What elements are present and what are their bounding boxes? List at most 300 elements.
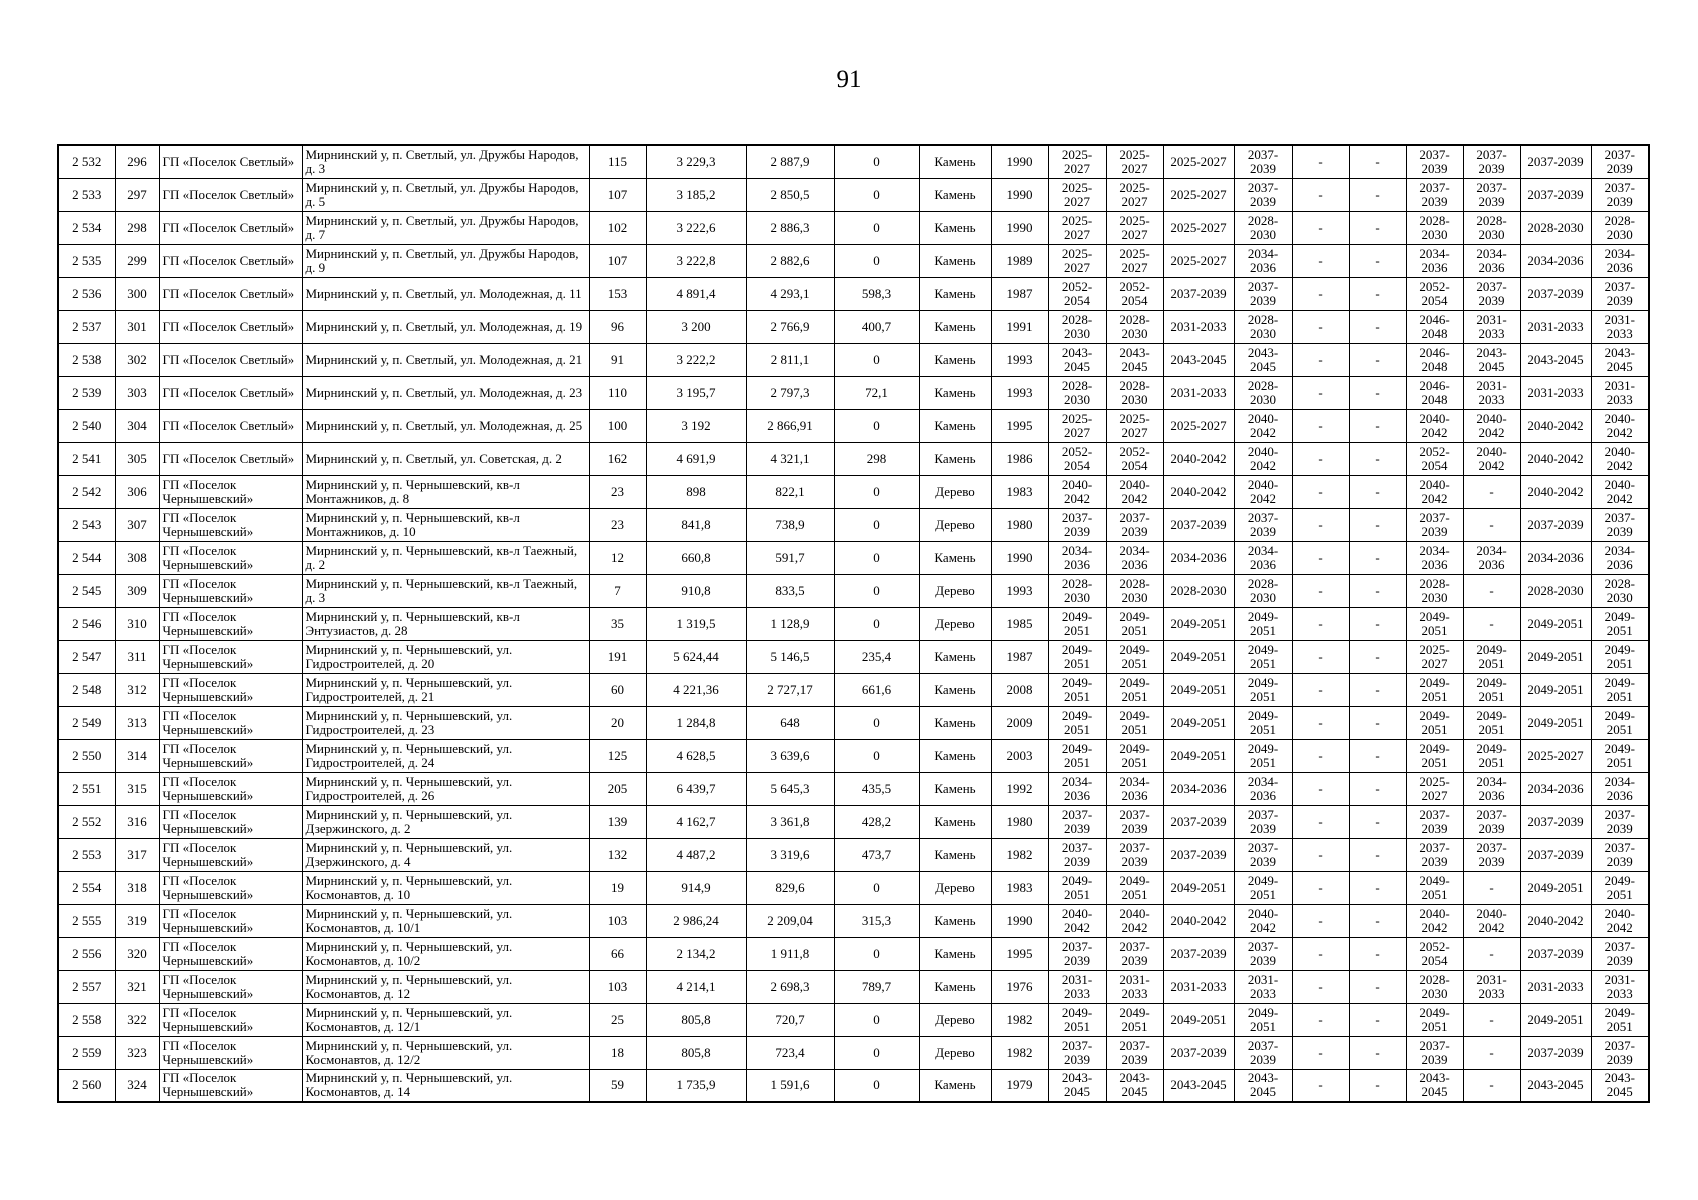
row-number-cell: 2 534 xyxy=(58,211,115,244)
year-cell: 1983 xyxy=(991,871,1048,904)
table-row xyxy=(58,772,1649,805)
period-cell-7: 2037-2039 xyxy=(1520,508,1591,541)
period-cell-7: 2049-2051 xyxy=(1520,673,1591,706)
period-cell-8: 2040-2042 xyxy=(1591,904,1649,937)
address-cell: Мирнинский у, п. Чернышевский, кв-л Монтажников, д. 10 xyxy=(302,508,589,541)
count-cell: 12 xyxy=(589,541,646,574)
period-cell-6: 2037-2039 xyxy=(1463,178,1520,211)
count-cell: 60 xyxy=(589,673,646,706)
nonliving-area-cell: 435,5 xyxy=(834,772,919,805)
nonliving-area-cell: 0 xyxy=(834,244,919,277)
material-cell: Дерево xyxy=(919,1036,991,1069)
row-number-cell: 2 548 xyxy=(58,673,115,706)
dash-cell-2: - xyxy=(1349,277,1406,310)
material-cell: Дерево xyxy=(919,574,991,607)
municipality-cell: ГП «Поселок Чернышевский» xyxy=(159,541,302,574)
dash-cell-2: - xyxy=(1349,706,1406,739)
row-number-cell: 2 543 xyxy=(58,508,115,541)
dash-cell-1: - xyxy=(1292,541,1349,574)
period-cell-1: 2052-2054 xyxy=(1048,442,1106,475)
page-number: 91 xyxy=(836,66,862,93)
period-cell-8: 2037-2039 xyxy=(1591,838,1649,871)
dash-cell-2: - xyxy=(1349,310,1406,343)
dash-cell-1: - xyxy=(1292,673,1349,706)
count-cell: 125 xyxy=(589,739,646,772)
total-area-cell: 3 185,2 xyxy=(646,178,746,211)
table-row xyxy=(58,871,1649,904)
period-cell-6: 2043-2045 xyxy=(1463,343,1520,376)
period-cell-4: 2037-2039 xyxy=(1234,145,1292,178)
nonliving-area-cell: 0 xyxy=(834,1069,919,1102)
period-cell-6: 2037-2039 xyxy=(1463,805,1520,838)
period-cell-3: 2037-2039 xyxy=(1163,508,1234,541)
year-cell: 1993 xyxy=(991,376,1048,409)
row-number-cell: 2 535 xyxy=(58,244,115,277)
municipality-cell: ГП «Поселок Светлый» xyxy=(159,277,302,310)
index-cell: 296 xyxy=(115,145,159,178)
total-area-cell: 4 628,5 xyxy=(646,739,746,772)
nonliving-area-cell: 0 xyxy=(834,1003,919,1036)
row-number-cell: 2 551 xyxy=(58,772,115,805)
row-number-cell: 2 553 xyxy=(58,838,115,871)
address-cell: Мирнинский у, п. Светлый, ул. Дружбы Народов, д. 5 xyxy=(302,178,589,211)
material-cell: Камень xyxy=(919,772,991,805)
period-cell-2: 2049-2051 xyxy=(1106,673,1163,706)
row-number-cell: 2 560 xyxy=(58,1069,115,1102)
total-area-cell: 2 134,2 xyxy=(646,937,746,970)
material-cell: Камень xyxy=(919,343,991,376)
period-cell-3: 2049-2051 xyxy=(1163,1003,1234,1036)
material-cell: Камень xyxy=(919,442,991,475)
table-row xyxy=(58,904,1649,937)
period-cell-6: 2049-2051 xyxy=(1463,706,1520,739)
total-area-cell: 4 221,36 xyxy=(646,673,746,706)
address-cell: Мирнинский у, п. Чернышевский, ул. Гидростроителей, д. 20 xyxy=(302,640,589,673)
period-cell-3: 2040-2042 xyxy=(1163,475,1234,508)
period-cell-1: 2037-2039 xyxy=(1048,805,1106,838)
period-cell-2: 2025-2027 xyxy=(1106,145,1163,178)
address-cell: Мирнинский у, п. Чернышевский, кв-л Таежный, д. 2 xyxy=(302,541,589,574)
year-cell: 1993 xyxy=(991,343,1048,376)
municipality-cell: ГП «Поселок Светлый» xyxy=(159,211,302,244)
material-cell: Камень xyxy=(919,541,991,574)
period-cell-6: 2037-2039 xyxy=(1463,277,1520,310)
row-number-cell: 2 540 xyxy=(58,409,115,442)
year-cell: 1980 xyxy=(991,805,1048,838)
index-cell: 324 xyxy=(115,1069,159,1102)
period-cell-6: - xyxy=(1463,937,1520,970)
year-cell: 1980 xyxy=(991,508,1048,541)
count-cell: 139 xyxy=(589,805,646,838)
period-cell-2: 2040-2042 xyxy=(1106,475,1163,508)
index-cell: 322 xyxy=(115,1003,159,1036)
dash-cell-2: - xyxy=(1349,376,1406,409)
dash-cell-1: - xyxy=(1292,310,1349,343)
year-cell: 1993 xyxy=(991,574,1048,607)
year-cell: 1982 xyxy=(991,1003,1048,1036)
period-cell-6: 2028-2030 xyxy=(1463,211,1520,244)
row-number-cell: 2 541 xyxy=(58,442,115,475)
year-cell: 2009 xyxy=(991,706,1048,739)
dash-cell-2: - xyxy=(1349,1036,1406,1069)
period-cell-6: 2040-2042 xyxy=(1463,409,1520,442)
period-cell-3: 2043-2045 xyxy=(1163,1069,1234,1102)
period-cell-4: 2040-2042 xyxy=(1234,475,1292,508)
period-cell-6: 2037-2039 xyxy=(1463,145,1520,178)
period-cell-3: 2037-2039 xyxy=(1163,805,1234,838)
year-cell: 1990 xyxy=(991,541,1048,574)
year-cell: 1982 xyxy=(991,1036,1048,1069)
period-cell-3: 2031-2033 xyxy=(1163,310,1234,343)
period-cell-3: 2040-2042 xyxy=(1163,442,1234,475)
index-cell: 300 xyxy=(115,277,159,310)
index-cell: 313 xyxy=(115,706,159,739)
municipality-cell: ГП «Поселок Светлый» xyxy=(159,310,302,343)
total-area-cell: 660,8 xyxy=(646,541,746,574)
period-cell-6: - xyxy=(1463,574,1520,607)
nonliving-area-cell: 428,2 xyxy=(834,805,919,838)
address-cell: Мирнинский у, п. Чернышевский, ул. Космонавтов, д. 10 xyxy=(302,871,589,904)
period-cell-1: 2025-2027 xyxy=(1048,211,1106,244)
material-cell: Камень xyxy=(919,706,991,739)
living-area-cell: 2 698,3 xyxy=(746,970,834,1003)
period-cell-4: 2049-2051 xyxy=(1234,640,1292,673)
nonliving-area-cell: 0 xyxy=(834,937,919,970)
material-cell: Камень xyxy=(919,904,991,937)
table-row xyxy=(58,343,1649,376)
period-cell-7: 2040-2042 xyxy=(1520,475,1591,508)
nonliving-area-cell: 400,7 xyxy=(834,310,919,343)
living-area-cell: 591,7 xyxy=(746,541,834,574)
address-cell: Мирнинский у, п. Чернышевский, кв-л Энтузиастов, д. 28 xyxy=(302,607,589,640)
dash-cell-1: - xyxy=(1292,1069,1349,1102)
material-cell: Камень xyxy=(919,178,991,211)
period-cell-4: 2049-2051 xyxy=(1234,673,1292,706)
dash-cell-2: - xyxy=(1349,970,1406,1003)
period-cell-4: 2034-2036 xyxy=(1234,541,1292,574)
period-cell-3: 2037-2039 xyxy=(1163,838,1234,871)
period-cell-5: 2025-2027 xyxy=(1406,772,1463,805)
material-cell: Камень xyxy=(919,277,991,310)
table-row xyxy=(58,838,1649,871)
period-cell-3: 2025-2027 xyxy=(1163,145,1234,178)
living-area-cell: 2 727,17 xyxy=(746,673,834,706)
period-cell-3: 2043-2045 xyxy=(1163,343,1234,376)
row-number-cell: 2 547 xyxy=(58,640,115,673)
count-cell: 25 xyxy=(589,1003,646,1036)
row-number-cell: 2 546 xyxy=(58,607,115,640)
period-cell-3: 2034-2036 xyxy=(1163,772,1234,805)
period-cell-8: 2028-2030 xyxy=(1591,574,1649,607)
row-number-cell: 2 539 xyxy=(58,376,115,409)
row-number-cell: 2 552 xyxy=(58,805,115,838)
municipality-cell: ГП «Поселок Чернышевский» xyxy=(159,673,302,706)
period-cell-5: 2040-2042 xyxy=(1406,904,1463,937)
period-cell-7: 2031-2033 xyxy=(1520,376,1591,409)
period-cell-5: 2046-2048 xyxy=(1406,343,1463,376)
index-cell: 316 xyxy=(115,805,159,838)
period-cell-1: 2037-2039 xyxy=(1048,1036,1106,1069)
year-cell: 1990 xyxy=(991,145,1048,178)
year-cell: 1992 xyxy=(991,772,1048,805)
period-cell-6: 2037-2039 xyxy=(1463,838,1520,871)
period-cell-1: 2040-2042 xyxy=(1048,904,1106,937)
index-cell: 297 xyxy=(115,178,159,211)
period-cell-7: 2049-2051 xyxy=(1520,1003,1591,1036)
period-cell-4: 2049-2051 xyxy=(1234,871,1292,904)
nonliving-area-cell: 0 xyxy=(834,475,919,508)
period-cell-4: 2040-2042 xyxy=(1234,442,1292,475)
period-cell-2: 2028-2030 xyxy=(1106,574,1163,607)
living-area-cell: 723,4 xyxy=(746,1036,834,1069)
period-cell-6: 2049-2051 xyxy=(1463,673,1520,706)
dash-cell-2: - xyxy=(1349,805,1406,838)
total-area-cell: 1 735,9 xyxy=(646,1069,746,1102)
material-cell: Камень xyxy=(919,937,991,970)
period-cell-7: 2037-2039 xyxy=(1520,805,1591,838)
living-area-cell: 1 128,9 xyxy=(746,607,834,640)
period-cell-7: 2040-2042 xyxy=(1520,409,1591,442)
period-cell-5: 2034-2036 xyxy=(1406,541,1463,574)
period-cell-3: 2031-2033 xyxy=(1163,970,1234,1003)
period-cell-1: 2025-2027 xyxy=(1048,178,1106,211)
row-number-cell: 2 544 xyxy=(58,541,115,574)
nonliving-area-cell: 72,1 xyxy=(834,376,919,409)
living-area-cell: 3 639,6 xyxy=(746,739,834,772)
period-cell-8: 2034-2036 xyxy=(1591,772,1649,805)
index-cell: 298 xyxy=(115,211,159,244)
total-area-cell: 5 624,44 xyxy=(646,640,746,673)
period-cell-2: 2037-2039 xyxy=(1106,937,1163,970)
total-area-cell: 3 195,7 xyxy=(646,376,746,409)
period-cell-6: 2049-2051 xyxy=(1463,640,1520,673)
address-cell: Мирнинский у, п. Чернышевский, ул. Космонавтов, д. 12/2 xyxy=(302,1036,589,1069)
row-number-cell: 2 542 xyxy=(58,475,115,508)
table-row xyxy=(58,442,1649,475)
housing-table xyxy=(57,144,1650,1103)
material-cell: Камень xyxy=(919,838,991,871)
index-cell: 319 xyxy=(115,904,159,937)
municipality-cell: ГП «Поселок Светлый» xyxy=(159,244,302,277)
nonliving-area-cell: 0 xyxy=(834,607,919,640)
dash-cell-2: - xyxy=(1349,838,1406,871)
living-area-cell: 648 xyxy=(746,706,834,739)
index-cell: 304 xyxy=(115,409,159,442)
period-cell-1: 2043-2045 xyxy=(1048,343,1106,376)
count-cell: 103 xyxy=(589,970,646,1003)
period-cell-6: - xyxy=(1463,1069,1520,1102)
index-cell: 303 xyxy=(115,376,159,409)
period-cell-7: 2037-2039 xyxy=(1520,277,1591,310)
dash-cell-1: - xyxy=(1292,739,1349,772)
index-cell: 307 xyxy=(115,508,159,541)
material-cell: Камень xyxy=(919,640,991,673)
total-area-cell: 3 222,6 xyxy=(646,211,746,244)
period-cell-2: 2037-2039 xyxy=(1106,805,1163,838)
count-cell: 107 xyxy=(589,178,646,211)
period-cell-5: 2028-2030 xyxy=(1406,211,1463,244)
material-cell: Камень xyxy=(919,673,991,706)
material-cell: Дерево xyxy=(919,871,991,904)
living-area-cell: 2 866,91 xyxy=(746,409,834,442)
period-cell-3: 2049-2051 xyxy=(1163,706,1234,739)
address-cell: Мирнинский у, п. Чернышевский, ул. Космонавтов, д. 12 xyxy=(302,970,589,1003)
period-cell-7: 2037-2039 xyxy=(1520,838,1591,871)
row-number-cell: 2 533 xyxy=(58,178,115,211)
table-row xyxy=(58,277,1649,310)
dash-cell-2: - xyxy=(1349,871,1406,904)
nonliving-area-cell: 0 xyxy=(834,871,919,904)
period-cell-8: 2049-2051 xyxy=(1591,1003,1649,1036)
living-area-cell: 2 209,04 xyxy=(746,904,834,937)
count-cell: 23 xyxy=(589,508,646,541)
period-cell-8: 2037-2039 xyxy=(1591,937,1649,970)
period-cell-4: 2040-2042 xyxy=(1234,904,1292,937)
period-cell-1: 2049-2051 xyxy=(1048,673,1106,706)
dash-cell-2: - xyxy=(1349,409,1406,442)
municipality-cell: ГП «Поселок Чернышевский» xyxy=(159,1003,302,1036)
period-cell-5: 2040-2042 xyxy=(1406,475,1463,508)
period-cell-2: 2049-2051 xyxy=(1106,640,1163,673)
dash-cell-2: - xyxy=(1349,640,1406,673)
period-cell-7: 2049-2051 xyxy=(1520,871,1591,904)
period-cell-4: 2037-2039 xyxy=(1234,1036,1292,1069)
dash-cell-2: - xyxy=(1349,442,1406,475)
period-cell-5: 2037-2039 xyxy=(1406,145,1463,178)
period-cell-6: 2034-2036 xyxy=(1463,772,1520,805)
table-row xyxy=(58,805,1649,838)
year-cell: 1995 xyxy=(991,937,1048,970)
period-cell-7: 2028-2030 xyxy=(1520,574,1591,607)
count-cell: 110 xyxy=(589,376,646,409)
index-cell: 302 xyxy=(115,343,159,376)
period-cell-4: 2037-2039 xyxy=(1234,838,1292,871)
row-number-cell: 2 555 xyxy=(58,904,115,937)
living-area-cell: 829,6 xyxy=(746,871,834,904)
dash-cell-2: - xyxy=(1349,904,1406,937)
row-number-cell: 2 556 xyxy=(58,937,115,970)
dash-cell-1: - xyxy=(1292,574,1349,607)
living-area-cell: 2 766,9 xyxy=(746,310,834,343)
material-cell: Камень xyxy=(919,244,991,277)
living-area-cell: 1 591,6 xyxy=(746,1069,834,1102)
total-area-cell: 4 891,4 xyxy=(646,277,746,310)
address-cell: Мирнинский у, п. Светлый, ул. Дружбы Народов, д. 7 xyxy=(302,211,589,244)
row-number-cell: 2 559 xyxy=(58,1036,115,1069)
nonliving-area-cell: 235,4 xyxy=(834,640,919,673)
living-area-cell: 5 146,5 xyxy=(746,640,834,673)
address-cell: Мирнинский у, п. Чернышевский, ул. Гидростроителей, д. 23 xyxy=(302,706,589,739)
count-cell: 103 xyxy=(589,904,646,937)
period-cell-8: 2043-2045 xyxy=(1591,1069,1649,1102)
living-area-cell: 3 319,6 xyxy=(746,838,834,871)
year-cell: 1976 xyxy=(991,970,1048,1003)
total-area-cell: 3 200 xyxy=(646,310,746,343)
nonliving-area-cell: 0 xyxy=(834,508,919,541)
living-area-cell: 738,9 xyxy=(746,508,834,541)
count-cell: 20 xyxy=(589,706,646,739)
period-cell-2: 2052-2054 xyxy=(1106,277,1163,310)
dash-cell-1: - xyxy=(1292,805,1349,838)
period-cell-2: 2049-2051 xyxy=(1106,607,1163,640)
total-area-cell: 4 162,7 xyxy=(646,805,746,838)
period-cell-6: 2034-2036 xyxy=(1463,244,1520,277)
municipality-cell: ГП «Поселок Чернышевский» xyxy=(159,1069,302,1102)
material-cell: Камень xyxy=(919,145,991,178)
period-cell-2: 2037-2039 xyxy=(1106,1036,1163,1069)
period-cell-6: 2040-2042 xyxy=(1463,442,1520,475)
address-cell: Мирнинский у, п. Светлый, ул. Молодежная, д. 25 xyxy=(302,409,589,442)
period-cell-3: 2037-2039 xyxy=(1163,937,1234,970)
municipality-cell: ГП «Поселок Светлый» xyxy=(159,343,302,376)
count-cell: 100 xyxy=(589,409,646,442)
period-cell-2: 2025-2027 xyxy=(1106,244,1163,277)
period-cell-8: 2049-2051 xyxy=(1591,739,1649,772)
count-cell: 66 xyxy=(589,937,646,970)
period-cell-6: - xyxy=(1463,607,1520,640)
municipality-cell: ГП «Поселок Чернышевский» xyxy=(159,574,302,607)
address-cell: Мирнинский у, п. Чернышевский, ул. Гидростроителей, д. 26 xyxy=(302,772,589,805)
index-cell: 299 xyxy=(115,244,159,277)
material-cell: Камень xyxy=(919,970,991,1003)
period-cell-6: - xyxy=(1463,1003,1520,1036)
period-cell-3: 2025-2027 xyxy=(1163,211,1234,244)
nonliving-area-cell: 0 xyxy=(834,541,919,574)
period-cell-2: 2034-2036 xyxy=(1106,772,1163,805)
period-cell-2: 2049-2051 xyxy=(1106,706,1163,739)
municipality-cell: ГП «Поселок Чернышевский» xyxy=(159,937,302,970)
period-cell-3: 2049-2051 xyxy=(1163,673,1234,706)
period-cell-8: 2031-2033 xyxy=(1591,376,1649,409)
period-cell-5: 2037-2039 xyxy=(1406,1036,1463,1069)
period-cell-1: 2049-2051 xyxy=(1048,739,1106,772)
year-cell: 1990 xyxy=(991,904,1048,937)
period-cell-8: 2034-2036 xyxy=(1591,541,1649,574)
address-cell: Мирнинский у, п. Чернышевский, ул. Космонавтов, д. 10/1 xyxy=(302,904,589,937)
period-cell-7: 2034-2036 xyxy=(1520,244,1591,277)
total-area-cell: 4 487,2 xyxy=(646,838,746,871)
period-cell-5: 2052-2054 xyxy=(1406,277,1463,310)
total-area-cell: 1 319,5 xyxy=(646,607,746,640)
dash-cell-2: - xyxy=(1349,508,1406,541)
period-cell-1: 2025-2027 xyxy=(1048,145,1106,178)
municipality-cell: ГП «Поселок Чернышевский» xyxy=(159,607,302,640)
dash-cell-2: - xyxy=(1349,244,1406,277)
municipality-cell: ГП «Поселок Светлый» xyxy=(159,178,302,211)
municipality-cell: ГП «Поселок Чернышевский» xyxy=(159,1036,302,1069)
period-cell-7: 2043-2045 xyxy=(1520,343,1591,376)
address-cell: Мирнинский у, п. Светлый, ул. Дружбы Народов, д. 9 xyxy=(302,244,589,277)
period-cell-2: 2028-2030 xyxy=(1106,376,1163,409)
year-cell: 2003 xyxy=(991,739,1048,772)
period-cell-1: 2049-2051 xyxy=(1048,706,1106,739)
address-cell: Мирнинский у, п. Чернышевский, ул. Космонавтов, д. 14 xyxy=(302,1069,589,1102)
count-cell: 18 xyxy=(589,1036,646,1069)
period-cell-5: 2049-2051 xyxy=(1406,706,1463,739)
table-row xyxy=(58,475,1649,508)
living-area-cell: 720,7 xyxy=(746,1003,834,1036)
period-cell-8: 2037-2039 xyxy=(1591,508,1649,541)
table-row xyxy=(58,310,1649,343)
municipality-cell: ГП «Поселок Чернышевский» xyxy=(159,508,302,541)
count-cell: 35 xyxy=(589,607,646,640)
municipality-cell: ГП «Поселок Чернышевский» xyxy=(159,739,302,772)
dash-cell-2: - xyxy=(1349,574,1406,607)
year-cell: 1989 xyxy=(991,244,1048,277)
dash-cell-1: - xyxy=(1292,211,1349,244)
period-cell-8: 2049-2051 xyxy=(1591,673,1649,706)
period-cell-5: 2049-2051 xyxy=(1406,871,1463,904)
